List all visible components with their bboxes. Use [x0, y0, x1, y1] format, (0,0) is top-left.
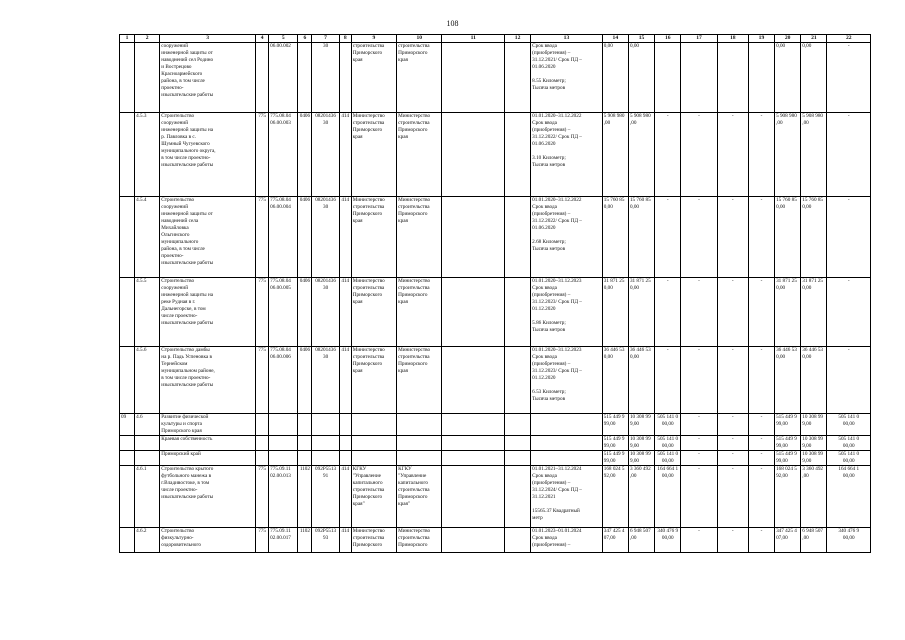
table-cell: 515 449 9 99,00 — [602, 414, 628, 436]
table-row — [120, 197, 871, 278]
table-cell: 06.00.002 — [269, 43, 298, 113]
table-cell: - — [717, 414, 748, 436]
table-cell: 775 — [256, 197, 269, 278]
table-cell — [504, 278, 530, 347]
table-cell: Строительство крытого футбольного манежа в г.Владивостоке, в том числе проектно- изыскательские работы — [160, 466, 256, 528]
table-cell — [135, 436, 160, 451]
table-cell: 01.01.2020–31.12.2023 Срок ввода (приобретения) – 31.12.2023/ Срок ПД – 01.12.2020 5.86 Километр; Тысяча метров — [531, 278, 603, 347]
table-cell — [397, 414, 442, 436]
table-cell — [120, 197, 135, 278]
table-cell: 515 449 9 99,00 — [602, 436, 628, 451]
table-cell: КГКУ "Управление капитального строительства Приморского края" — [397, 466, 442, 528]
table-cell — [504, 197, 530, 278]
table-cell — [269, 414, 298, 436]
table-cell: - — [748, 466, 774, 528]
table-row — [120, 436, 871, 451]
table-cell — [298, 414, 312, 436]
column-number: 15 — [628, 35, 654, 43]
column-number: 4 — [256, 35, 269, 43]
table-cell — [442, 347, 504, 414]
table-cell: 10 308 99 9,00 — [801, 451, 827, 466]
table-cell: 4.5.4 — [135, 197, 160, 278]
table-cell: - — [655, 197, 681, 278]
table-cell: 4.6.1 — [135, 466, 160, 528]
table-cell: 775.08.04 06.00.004 — [269, 197, 298, 278]
table-cell — [312, 436, 339, 451]
table-cell: 0,00 — [628, 43, 654, 113]
table-cell: 0406 — [298, 278, 312, 347]
table-row — [120, 451, 871, 466]
table-cell: 505 141 0 00,00 — [827, 414, 871, 436]
column-number: 14 — [602, 35, 628, 43]
table-cell: 5 908 980 ,00 — [801, 113, 827, 197]
table-cell: 08201436 30 — [312, 347, 339, 414]
table-cell: 01.01.2023–01.01.2024 Срок ввода (приобретения) – — [531, 528, 603, 553]
column-number: 11 — [442, 35, 504, 43]
column-number: 2 — [135, 35, 160, 43]
table-cell: Министерство строительства Приморского края — [397, 113, 442, 197]
table-cell: 775.09.11 02.00.013 — [269, 466, 298, 528]
table-cell: 414 — [339, 197, 351, 278]
table-cell: - — [748, 436, 774, 451]
table-cell: 3 360 492 ,00 — [801, 466, 827, 528]
column-number: 17 — [681, 35, 717, 43]
table-cell: - — [717, 436, 748, 451]
table-cell: 515 449 9 99,00 — [775, 436, 801, 451]
table-cell: Министерство строительства Приморского края — [397, 197, 442, 278]
table-cell: 347 425 4 07,00 — [602, 528, 628, 553]
table-cell: Министерство строительства Приморского — [397, 528, 442, 553]
table-cell — [504, 43, 530, 113]
table-cell — [120, 113, 135, 197]
table-cell: Министерство строительства Приморского края — [351, 197, 396, 278]
table-cell: 505 141 0 00,00 — [655, 414, 681, 436]
table-row — [120, 528, 871, 553]
table-cell: 31 871 25 0,00 — [775, 278, 801, 347]
table-cell: - — [827, 197, 871, 278]
table-cell — [504, 466, 530, 528]
column-number: 12 — [504, 35, 530, 43]
table-cell — [298, 451, 312, 466]
table-cell: - — [748, 451, 774, 466]
table-cell: - — [655, 278, 681, 347]
table-cell: 5 908 980 ,00 — [628, 113, 654, 197]
table-cell: Строительство дамбы на р. Падь Успеновка в Тернейском муниципальном районе, в том числе проектно- изыскательские работы — [160, 347, 256, 414]
table-cell: 505 141 0 00,00 — [655, 451, 681, 466]
table-cell: - — [681, 278, 717, 347]
table-cell: Развитие физической культуры и спорта Приморского края — [160, 414, 256, 436]
table-cell — [135, 451, 160, 466]
page-number: 108 — [446, 19, 459, 28]
table-cell: - — [827, 43, 871, 113]
table-cell: 340 476 9 00,00 — [827, 528, 871, 553]
table-cell — [397, 451, 442, 466]
table-cell: 4.5.5 — [135, 278, 160, 347]
table-cell: Министерство строительства Приморского — [351, 528, 396, 553]
table-cell — [351, 436, 396, 451]
table-cell: - — [717, 466, 748, 528]
column-number: 22 — [827, 35, 871, 43]
table-cell: 3 360 492 ,00 — [628, 466, 654, 528]
table-cell: 164 664 1 00,00 — [655, 466, 681, 528]
table-cell — [442, 197, 504, 278]
table-cell — [351, 414, 396, 436]
table-cell — [397, 436, 442, 451]
table-cell: 31 871 25 0,00 — [801, 278, 827, 347]
column-number: 3 — [160, 35, 256, 43]
table-cell: 775 — [256, 466, 269, 528]
table-cell: - — [681, 197, 717, 278]
table-cell — [269, 451, 298, 466]
table-cell: 36 446 53 0,00 — [628, 347, 654, 414]
table-cell: 414 — [339, 278, 351, 347]
table-cell — [504, 451, 530, 466]
table-cell: 08201436 30 — [312, 278, 339, 347]
table-cell: 6 948 507 ,00 — [628, 528, 654, 553]
table-cell: 01.01.2020–31.12.2022 Срок ввода (приобретения) – 31.12.2022/ Срок ПД – 01.06.2020 2.68 Километр; Тысяча метров — [531, 197, 603, 278]
table-cell: - — [655, 347, 681, 414]
table-cell — [256, 436, 269, 451]
table-cell: 5 908 980 ,00 — [602, 113, 628, 197]
table-cell: Приморский край — [160, 451, 256, 466]
column-number: 9 — [351, 35, 396, 43]
table-row — [120, 43, 871, 113]
table-cell — [655, 43, 681, 113]
table-cell — [531, 451, 603, 466]
table-cell — [717, 43, 748, 113]
table-cell: - — [717, 528, 748, 553]
table-cell: 775 — [256, 347, 269, 414]
table-cell: - — [748, 113, 774, 197]
table-cell: 08201436 30 — [312, 113, 339, 197]
table-cell: Министерство строительства Приморского края — [397, 347, 442, 414]
table-cell: 775.08.04 06.00.006 — [269, 347, 298, 414]
table-cell: - — [655, 113, 681, 197]
table-cell: 15 760 85 0,00 — [775, 197, 801, 278]
table-cell: 31 871 25 0,00 — [628, 278, 654, 347]
table-cell: - — [748, 414, 774, 436]
table-cell: Строительство сооружений инженерной защиты на р. Павловка в с. Шумный Чугуевского муниципального округа, в том числе проектно- изыскательские работы — [160, 113, 256, 197]
table-cell — [442, 436, 504, 451]
table-cell: 775 — [256, 528, 269, 553]
table-cell: 775.08.04 06.00.005 — [269, 278, 298, 347]
table-cell — [504, 528, 530, 553]
table-cell: 414 — [339, 113, 351, 197]
table-cell: 505 141 0 00,00 — [827, 436, 871, 451]
table-cell: Министерство строительства Приморского края — [351, 347, 396, 414]
table-cell: 08201436 30 — [312, 197, 339, 278]
table-cell — [442, 451, 504, 466]
table-cell: - — [681, 451, 717, 466]
table-cell: 4.5.3 — [135, 113, 160, 197]
table-cell — [256, 43, 269, 113]
column-number: 6 — [298, 35, 312, 43]
table-cell — [531, 414, 603, 436]
table-cell: 15 760 85 0,00 — [628, 197, 654, 278]
table-cell — [339, 414, 351, 436]
table-cell: - — [827, 113, 871, 197]
table-cell: 10 308 99 9,00 — [801, 436, 827, 451]
table-cell — [442, 278, 504, 347]
table-cell: 15 760 85 0,00 — [602, 197, 628, 278]
table-cell: 36 446 53 0,00 — [602, 347, 628, 414]
table-cell — [504, 347, 530, 414]
table-cell — [120, 436, 135, 451]
column-number: 10 — [397, 35, 442, 43]
table-cell — [442, 113, 504, 197]
table-row — [120, 278, 871, 347]
table-cell — [298, 43, 312, 113]
table-cell — [269, 436, 298, 451]
table-cell: 01.01.2020–31.12.2022 Срок ввода (приобретения) – 31.12.2022/ Срок ПД – 01.06.2020 3.10 Километр; Тысяча метров — [531, 113, 603, 197]
table-cell — [120, 43, 135, 113]
table-cell: 347 425 4 07,00 — [775, 528, 801, 553]
table-cell — [681, 43, 717, 113]
table-cell — [442, 466, 504, 528]
table-cell: 4.5.6 — [135, 347, 160, 414]
table-cell: Министерство строительства Приморского края — [351, 113, 396, 197]
table-body — [120, 35, 871, 553]
table-cell: 414 — [339, 347, 351, 414]
table-cell: - — [748, 278, 774, 347]
table-cell — [120, 451, 135, 466]
table-cell — [351, 451, 396, 466]
table-cell: 0406 — [298, 197, 312, 278]
table-cell — [748, 43, 774, 113]
table-cell: 10 308 99 9,00 — [628, 414, 654, 436]
table-cell — [312, 414, 339, 436]
table-cell: 36 446 53 0,00 — [775, 347, 801, 414]
column-number: 7 — [312, 35, 339, 43]
table-cell — [339, 451, 351, 466]
column-number: 21 — [801, 35, 827, 43]
table-cell: 0406 — [298, 113, 312, 197]
table-cell: строительства Приморского края — [351, 43, 396, 113]
table-cell — [339, 436, 351, 451]
table-cell: 0,00 — [602, 43, 628, 113]
table-row — [120, 347, 871, 414]
table-cell — [120, 347, 135, 414]
table-cell — [120, 528, 135, 553]
table-row — [120, 113, 871, 197]
table-cell: 30 — [312, 43, 339, 113]
table-cell: - — [681, 113, 717, 197]
table-cell: 092P5513 91 — [312, 466, 339, 528]
table-cell — [256, 414, 269, 436]
table-cell: 31 871 25 0,00 — [602, 278, 628, 347]
table-cell: Министерство строительства Приморского края — [351, 278, 396, 347]
table-cell: Строительство сооружений инженерной защиты от наводнений села Михайловка Ольгинского муниципального района, в том числе проектно- изыскательские работы — [160, 197, 256, 278]
table-cell: 10 308 99 9,00 — [628, 451, 654, 466]
column-number: 8 — [339, 35, 351, 43]
column-number: 1 — [120, 35, 135, 43]
table-cell: - — [681, 466, 717, 528]
table-cell: 36 446 53 0,00 — [801, 347, 827, 414]
table-cell: 414 — [339, 528, 351, 553]
table-cell: 01.01.2021–31.12.2024 Срок ввода (приобретения) – 31.12.2024/ Срок ПД – 31.12.2021 15565.37 Квадратный метр — [531, 466, 603, 528]
table-cell: 164 664 1 00,00 — [827, 466, 871, 528]
table-cell: 505 141 0 00,00 — [655, 436, 681, 451]
column-number: 5 — [269, 35, 298, 43]
table-cell: 01.01.2020–31.12.2023 Срок ввода (приобретения) – 31.12.2023/ Срок ПД – 01.12.2020 6.53 Километр; Тысяча метров — [531, 347, 603, 414]
table-cell — [504, 414, 530, 436]
table-cell: 4.6 — [135, 414, 160, 436]
table-cell — [442, 43, 504, 113]
table-cell: 515 449 9 99,00 — [775, 451, 801, 466]
column-number: 20 — [775, 35, 801, 43]
column-number: 18 — [717, 35, 748, 43]
table-cell — [442, 528, 504, 553]
column-number: 13 — [531, 35, 603, 43]
table-cell: - — [681, 528, 717, 553]
table-cell: 0,00 — [801, 43, 827, 113]
table-cell: 515 449 9 99,00 — [775, 414, 801, 436]
table-cell — [442, 414, 504, 436]
header-row — [120, 35, 871, 43]
table-cell: 092P5513 93 — [312, 528, 339, 553]
table-cell: 775.09.11 02.00.017 — [269, 528, 298, 553]
table-cell: - — [748, 197, 774, 278]
table-cell — [135, 43, 160, 113]
table-cell: - — [717, 113, 748, 197]
table-cell: 09 — [120, 414, 135, 436]
table-cell: 4.6.2 — [135, 528, 160, 553]
table-cell: 6 948 507 ,00 — [801, 528, 827, 553]
table-cell: 1102 — [298, 528, 312, 553]
table-cell: 168 024 5 92,00 — [602, 466, 628, 528]
table-cell: - — [681, 347, 717, 414]
table-cell: - — [748, 347, 774, 414]
table-cell: 340 476 9 00,00 — [655, 528, 681, 553]
column-number: 16 — [655, 35, 681, 43]
table-cell: 0406 — [298, 347, 312, 414]
table-cell: 775 — [256, 113, 269, 197]
table-cell: - — [717, 197, 748, 278]
table-cell — [120, 278, 135, 347]
table-cell: 0,00 — [775, 43, 801, 113]
table-cell: Строительство сооружений инженерной защиты на реке Рудная в г. Дальнегорске, в том числе проектно- изыскательские работы — [160, 278, 256, 347]
table-cell: 5 908 980 ,00 — [775, 113, 801, 197]
table-cell: 775.08.04 06.00.003 — [269, 113, 298, 197]
table-row — [120, 466, 871, 528]
table-cell: строительства Приморского края — [397, 43, 442, 113]
program-table — [119, 34, 871, 553]
table-cell: Строительство физкультурно- оздоровительного — [160, 528, 256, 553]
table-cell: 15 760 85 0,00 — [801, 197, 827, 278]
table-cell — [339, 43, 351, 113]
table-cell: - — [681, 414, 717, 436]
table-cell — [504, 436, 530, 451]
table-cell: 1102 — [298, 466, 312, 528]
table-cell — [504, 113, 530, 197]
table-cell: сооружений инженерной защиты от наводнений сел Родино и Вострецово Красноармейского района, в том числе проектно- изыскательские работы — [160, 43, 256, 113]
table-cell: Министерство строительства Приморского края — [397, 278, 442, 347]
table-cell: 515 449 9 99,00 — [602, 451, 628, 466]
table-cell: 414 — [339, 466, 351, 528]
table-cell — [298, 436, 312, 451]
table-cell — [312, 451, 339, 466]
table-cell: - — [717, 278, 748, 347]
table-cell — [120, 466, 135, 528]
table-cell: 10 308 99 9,00 — [628, 436, 654, 451]
table-cell: - — [827, 278, 871, 347]
table-cell: 10 308 99 9,00 — [801, 414, 827, 436]
column-number: 19 — [748, 35, 774, 43]
table-cell: - — [681, 436, 717, 451]
table-cell: - — [748, 528, 774, 553]
table-row — [120, 414, 871, 436]
table-cell: 168 024 5 92,00 — [775, 466, 801, 528]
table-cell — [531, 436, 603, 451]
table-cell: КГКУ "Управление капитального строительства Приморского края" — [351, 466, 396, 528]
table-cell — [256, 451, 269, 466]
table-cell: - — [717, 451, 748, 466]
table-cell: 505 141 0 00,00 — [827, 451, 871, 466]
table-cell: - — [827, 347, 871, 414]
table-cell: - — [717, 347, 748, 414]
table-cell: Краевая собственность — [160, 436, 256, 451]
table-cell: 775 — [256, 278, 269, 347]
table-cell: Срок ввода (приобретения) – 31.12.2021/ Срок ПД – 01.06.2020 8.55 Километр; Тысяча метров — [531, 43, 603, 113]
